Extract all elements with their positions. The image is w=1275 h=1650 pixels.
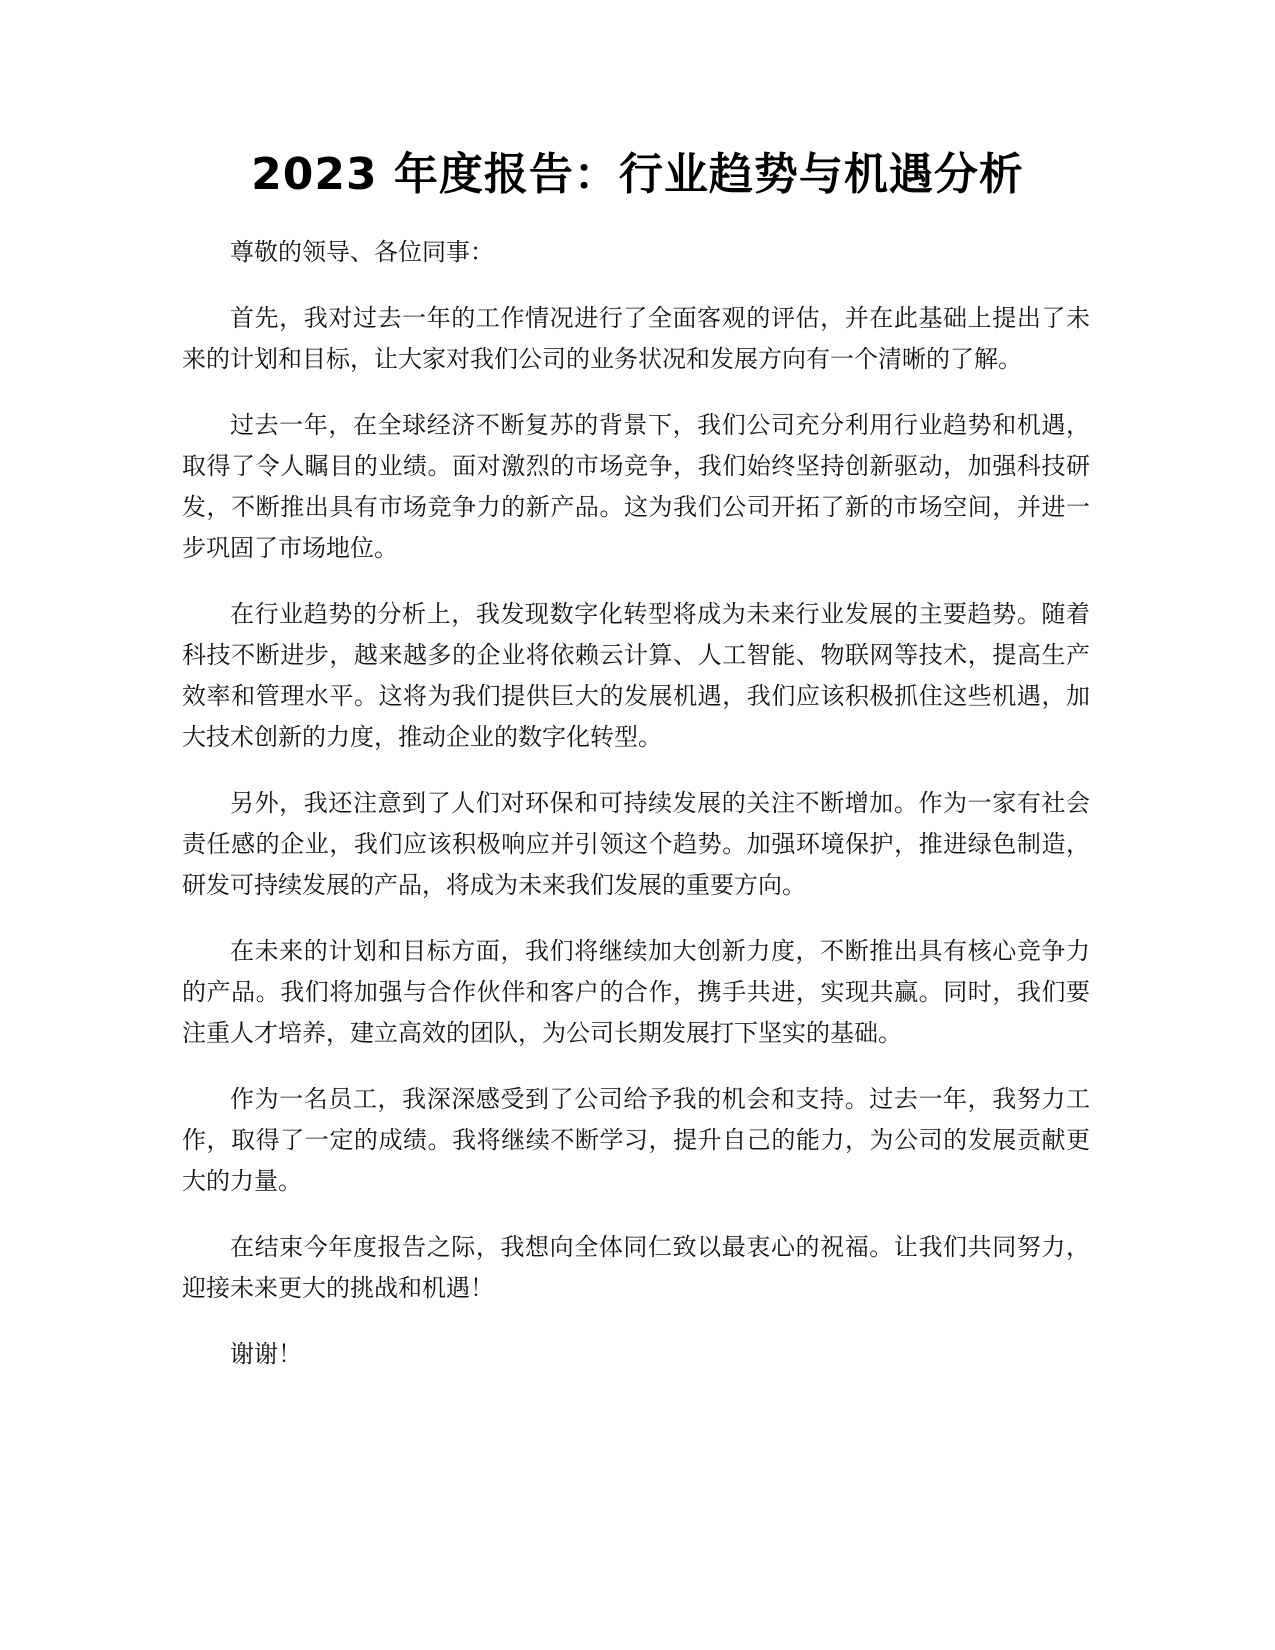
document-body: [182, 232, 1090, 1400]
paragraph: 在结束今年度报告之际，我想向全体同仁致以最衷心的祝福。让我们共同努力，迎接未来更大的挑战和机遇！: [182, 1233, 1090, 1302]
paragraph: 另外，我还注意到了人们对环保和可持续发展的关注不断增加。作为一家有社会责任感的企业，我们应该积极响应并引领这个趋势。加强环境保护，推进绿色制造，研发可持续发展的产品，将成为未来我们发展的重要方向。: [182, 789, 1090, 899]
paragraph: 在未来的计划和目标方面，我们将继续加大创新力度，不断推出具有核心竞争力的产品。我们将加强与合作伙伴和客户的合作，携手共进，实现共赢。同时，我们要注重人才培养，建立高效的团队，为公司长期发展打下坚实的基础。: [182, 937, 1090, 1047]
paragraph: 首先，我对过去一年的工作情况进行了全面客观的评估，并在此基础上提出了未来的计划和目标，让大家对我们公司的业务状况和发展方向有一个清晰的了解。: [182, 304, 1090, 373]
paragraph: 作为一名员工，我深深感受到了公司给予我的机会和支持。过去一年，我努力工作，取得了一定的成绩。我将继续不断学习，提升自己的能力，为公司的发展贡献更大的力量。: [182, 1085, 1090, 1195]
document-title: 2023 年度报告：行业趋势与机遇分析: [251, 149, 1024, 200]
paragraph-closing: 谢谢！: [230, 1340, 302, 1368]
paragraph-salutation: 尊敬的领导、各位同事：: [230, 238, 494, 266]
paragraph: 过去一年，在全球经济不断复苏的背景下，我们公司充分利用行业趋势和机遇，取得了令人瞩目的业绩。面对激烈的市场竞争，我们始终坚持创新驱动，加强科技研发，不断推出具有市场竞争力的新产品。这为我们公司开拓了新的市场空间，并进一步巩固了市场地位。: [182, 411, 1090, 562]
paragraph: 在行业趋势的分析上，我发现数字化转型将成为未来行业发展的主要趋势。随着科技不断进步，越来越多的企业将依赖云计算、人工智能、物联网等技术，提高生产效率和管理水平。这将为我们提供巨大的发展机遇，我们应该积极抓住这些机遇，加大技术创新的力度，推动企业的数字化转型。: [182, 600, 1090, 751]
